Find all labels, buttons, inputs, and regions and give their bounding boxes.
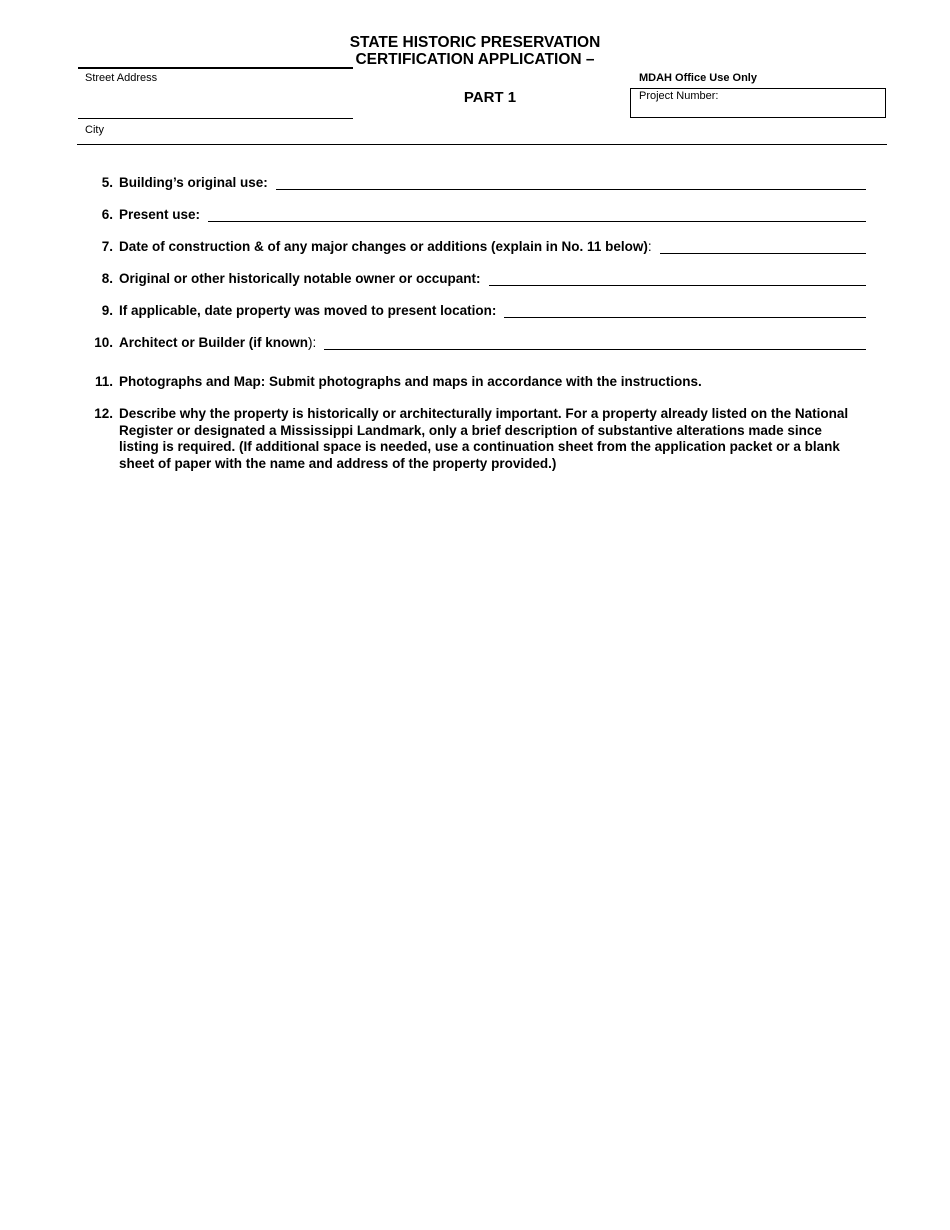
- question-label: Building’s original use:: [119, 175, 268, 190]
- question-6: [86, 207, 866, 222]
- question-number: 12.: [94, 406, 113, 421]
- question-10: [86, 335, 866, 350]
- architect-builder-field[interactable]: [324, 335, 866, 350]
- project-number-label: Project Number:: [639, 90, 719, 102]
- part-label: PART 1: [463, 89, 517, 106]
- office-use-heading: MDAH Office Use Only: [639, 72, 757, 84]
- question-label-suffix: ):: [308, 335, 317, 350]
- question-label: Describe why the property is historically or architecturally important. For a property already listed on the National Register or designated a Mississippi Landmark, only a brief description of substantive alterations made since listing is required. (If additional space is needed, use a continuation sheet from the application packet or a blank sheet of paper with the name and address of the property provided.): [119, 406, 849, 471]
- street-address-label: Street Address: [85, 72, 158, 84]
- question-label-suffix: :: [647, 239, 652, 254]
- section-divider: [77, 144, 887, 145]
- question-9: [86, 303, 866, 318]
- question-11: [86, 374, 861, 391]
- question-7: [86, 239, 866, 254]
- question-label-text: Date of construction & of any major changes or additions (explain in No. 11 below): [119, 239, 648, 254]
- question-5: [86, 175, 866, 190]
- owner-occupant-field[interactable]: [489, 271, 866, 286]
- city-line[interactable]: [78, 118, 353, 119]
- form-title-line-1: STATE HISTORIC PRESERVATION: [349, 34, 601, 51]
- question-label-text: Architect or Builder (if known: [119, 335, 309, 350]
- question-label: Present use:: [119, 207, 201, 222]
- question-number: 5.: [101, 175, 113, 190]
- construction-date-field[interactable]: [660, 239, 866, 254]
- question-label: Photographs and Map: Submit photographs and maps in accordance with the instructions.: [119, 374, 702, 389]
- question-12: [86, 406, 861, 472]
- question-number: 11.: [94, 374, 113, 389]
- question-number: 10.: [94, 335, 113, 350]
- question-label: Original or other historically notable owner or occupant:: [119, 271, 481, 286]
- question-number: 8.: [101, 271, 113, 286]
- moved-date-field[interactable]: [504, 303, 866, 318]
- present-use-field[interactable]: [208, 207, 866, 222]
- form-title-line-2: CERTIFICATION APPLICATION –: [355, 51, 595, 68]
- question-label: [113, 239, 652, 254]
- question-number: 6.: [101, 207, 113, 222]
- city-label: City: [85, 124, 104, 136]
- project-number-box[interactable]: [630, 88, 886, 118]
- question-number: 7.: [101, 239, 113, 254]
- question-label: [113, 335, 316, 350]
- question-8: [86, 271, 866, 286]
- question-label: If applicable, date property was moved to present location:: [119, 303, 497, 318]
- original-use-field[interactable]: [276, 175, 866, 190]
- question-number: 9.: [101, 303, 113, 318]
- street-address-line[interactable]: [78, 67, 353, 69]
